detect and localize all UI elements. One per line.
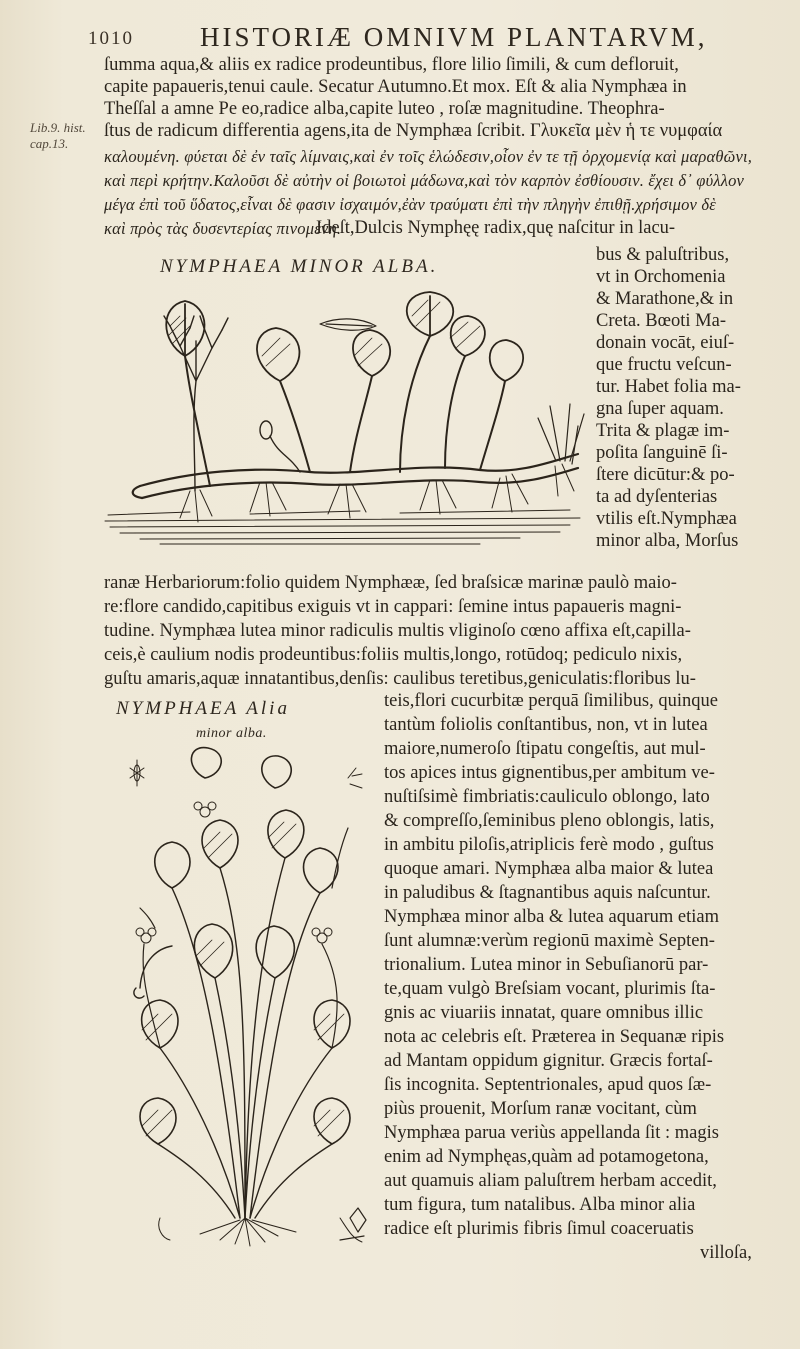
text-line: ranæ Herbariorum:folio quidem Nymphææ, ſed braſsicæ marinæ paulò maio- [104,573,677,593]
text-line: donain vocāt, eiuſ- [596,333,735,353]
figure-caption: NYMPHAEA MINOR ALBA. [160,256,439,277]
text-line: ad Mantam oppidum gignitur. Græcis fortaſ- [384,1051,713,1071]
page-number: 1010 [88,28,134,49]
text-line: ſunt alumnæ:verùm regionū maximè Septen- [384,931,715,951]
figure-caption-line: minor alba. [196,726,267,741]
text-line: gnis ac viuariis innatat, quare omnibus illic [384,1003,704,1023]
text-line: nota ac celebris eſt. Præterea in Sequanæ ripis [384,1027,725,1047]
text-line: te,quam vulgò Breſsiam vocant, plurimis ſta- [384,979,716,999]
nymphaea-alia-minor-alba-woodcut [100,748,390,1248]
text-line: quoque amari. Nymphæa alba maior & lutea [384,859,714,879]
running-head: HISTORIÆ OMNIVM PLANTARVM, [200,22,708,52]
text-line: capite papaueris,tenui caule. Secatur Autumno.Et mox. Eſt & alia Nymphæa in [104,77,687,97]
figure-caption [116,698,290,720]
text-line: tantùm foliolis conſtantibus, non, vt in lutea [384,715,708,735]
margin-note-line: Lib.9. hist. [30,120,86,135]
text-line: poſita ſanguinē ſi- [596,443,728,463]
text-line: nuſtiſsimè fimbriatis:cauliculo oblongo, lato [384,787,710,807]
figure-caption-line: NYMPHAEA Alia [116,698,290,719]
text-line: que fructu veſcun- [596,355,732,375]
nymphaea-minor-alba-woodcut [100,286,586,552]
text-line: ſtere dicūtur:& po- [596,465,735,485]
text-line: tos apices intus gignentibus,per ambitum ve- [384,763,715,783]
text-line: aut quamuis aliam paluſtrem herbam accedit, [384,1171,717,1191]
text-line: vtilis eſt.Nymphæa [596,509,737,529]
text-line: guſtu amaris,aquæ innatantibus,denſis: caulibus teretibus,geniculatis:floribus lu- [104,669,696,689]
text-line: enim ad Nymphęas,quàm ad potamogetona, [384,1147,709,1167]
text-line: ſis incognita. Septentrionales, apud quos ſæ- [384,1075,712,1095]
text-line: tur. Habet folia ma- [596,377,741,397]
margin-note [30,120,98,152]
text-line: in paludibus & ſtagnantibus aquis naſcuntur. [384,883,711,903]
greek-line: μέγα ἐπὶ τοῦ ὕδατος,εἶναι δὲ φασιν ἰσχαιμόν,ἐὰν τραύματι ἐπὶ τὴν πληγὴν ἐπιθῇ.χρήσιμον δὲ [104,195,716,214]
text-line: tudine. Nymphæa lutea minor radiculis multis vliginoſo cœno affixa eſt,capilla- [104,621,691,641]
text-line: Ideſt,Dulcis Nymphęę radix,quę naſcitur in lacu- [316,218,676,238]
text-line: in ambitu piloſis,atriplicis ferè modo , guſtus [384,835,714,855]
text-line: Nymphæa parua veriùs appellanda ſit : magis [384,1123,719,1143]
text-line: ſumma aqua,& aliis ex radice prodeuntibus, flore lilio ſimili, & cum defloruit, [104,55,679,75]
text-line: ſtus de radicum differentia agens,ita de Nymphæa ſcribit. Γλυκεῖα μὲν ἡ τε νυμφαία [104,121,723,141]
text-line: bus & paluſtribus, [596,245,730,265]
text-line: gna ſuper aquam. [596,399,724,419]
text-line: ta ad dyſenterias [596,487,718,507]
text-line: villoſa, [700,1243,752,1263]
text-line: radice eſt plurimis fibris ſimul coaceruatis [384,1219,694,1239]
margin-note-line: cap.13. [30,136,69,151]
text-line: re:flore candido,capitibus exiguis vt in cappari: ſemine intus papaueris magni- [104,597,682,617]
greek-line: καὶ περὶ κρήτην.Καλοῦσι δὲ αὐτὴν οἱ βοιωτοὶ μάδωνα,καὶ τὸν καρπὸν ἐσθίουσιν. ἔχει δ᾽ φύλλον [104,171,745,190]
text-line: ceis,è caulium nodis prodeuntibus:foliis multis,longo, rotūdoq; pediculo nixis, [104,645,683,665]
text-line: Theſſal a amne Pe eo,radice alba,capite luteo , roſæ magnitudine. Theophra- [104,99,665,119]
text-line: teis,flori cucurbitæ perquā ſimilibus, quinque [384,691,718,711]
text-line: tum figura, tum natalibus. Alba minor alia [384,1195,696,1215]
greek-line: καὶ πρὸς τὰς δυσεντερίας πινομένη. [104,219,342,238]
text-line: vt in Orchomenia [596,267,726,287]
text-line: Trita & plagæ im- [596,421,730,441]
text-line: minor alba, Morſus [596,531,739,551]
text-line: & Marathone,& in [596,289,734,309]
text-line: Creta. Bœoti Ma- [596,311,726,331]
text-line: maiore,numeroſo ſtipatu congeſtis, aut mul- [384,739,706,759]
text-line: trionalium. Lutea minor in Sebuſianorū par- [384,955,709,975]
text-line: piùs prouenit, Morſum ranæ vocitant, cùm [384,1099,697,1119]
text-line: Nymphæa minor alba & lutea aquarum etiam [384,907,719,927]
text-line: & compreſſo,ſeminibus pleno oblongis, latis, [384,811,715,831]
greek-line: καλουμένη. φύεται δὲ ἐν ταῖς λίμναις,καὶ ἐν τοῖς ἑλώδεσιν,οἷον ἐν τε τῇ ὀρχομενίᾳ καὶ μαραθῶνι, [104,147,753,166]
